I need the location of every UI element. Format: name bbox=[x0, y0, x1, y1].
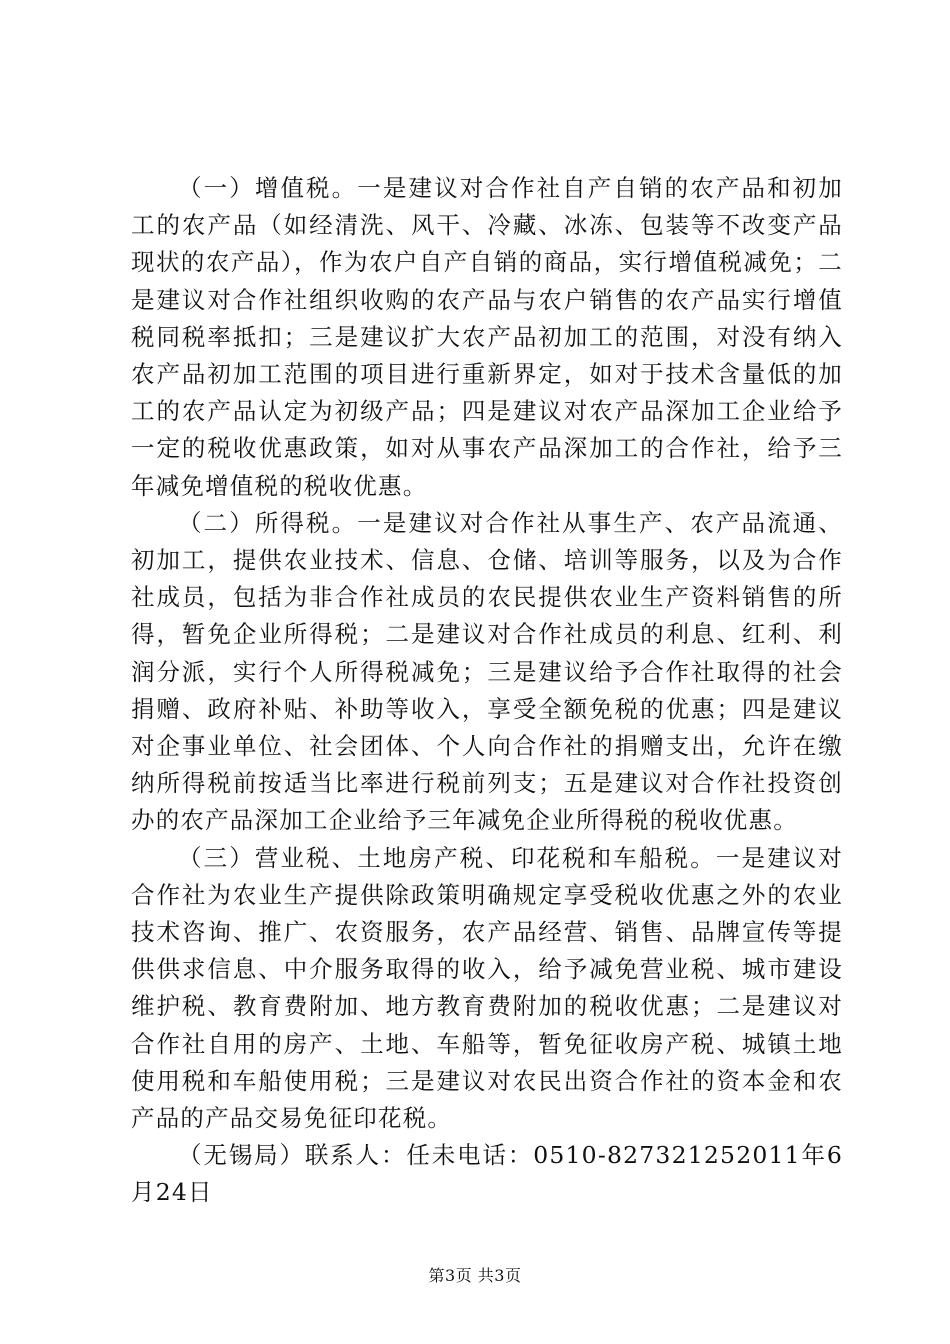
document-body bbox=[131, 170, 843, 1212]
page-number-footer: 第3页 共3页 bbox=[428, 1266, 522, 1285]
paragraph-income-tax: （二）所得税。一是建议对合作社从事生产、农产品流通、初加工，提供农业技术、信息、仓储、培训等服务，以及为合作社成员，包括为非合作社成员的农民提供农业生产资料销售的所得，暂免企业所得税；二是建议对合作社成员的利息、红利、利润分派，实行个人所得税减免；三是建议给予合作社取得的社会捐赠、政府补贴、补助等收入，享受全额免税的优惠；四是建议对企事业单位、社会团体、个人向合作社的捐赠支出，允许在缴纳所得税前按适当比率进行税前列支；五是建议对合作社投资创办的农产品深加工企业给予三年减免企业所得税的税收优惠。 bbox=[131, 508, 843, 835]
paragraph-contact: （无锡局）联系人：任未电话：0510-827321252011年6月24日 bbox=[131, 1141, 843, 1207]
paragraph-vat: （一）增值税。一是建议对合作社自产自销的农产品和初加工的农产品（如经清洗、风干、冷藏、冰冻、包装等不改变产品现状的农产品），作为农户自产自销的商品，实行增值税减免；二是建议对合作社组织收购的农产品与农户销售的农产品实行增值税同税率抵扣；三是建议扩大农产品初加工的范围，对没有纳入农产品初加工范围的项目进行重新界定，如对于技术含量低的加工的农产品认定为初级产品；四是建议对农产品深加工企业给予一定的税收优惠政策，如对从事农产品深加工的合作社，给予三年减免增值税的税收优惠。 bbox=[131, 174, 843, 500]
paragraph-business-tax: （三）营业税、土地房产税、印花税和车船税。一是建议对合作社为农业生产提供除政策明确规定享受税收优惠之外的农业技术咨询、推广、农资服务，农产品经营、销售、品牌宣传等提供供求信息、中介服务取得的收入，给予减免营业税、城市建设维护税、教育费附加、地方教育费附加的税收优惠；二是建议对合作社自用的房产、土地、车船等，暂免征收房产税、城镇土地使用税和车船使用税；三是建议对农民出资合作社的资本金和农产品的产品交易免征印花税。 bbox=[131, 843, 843, 1133]
